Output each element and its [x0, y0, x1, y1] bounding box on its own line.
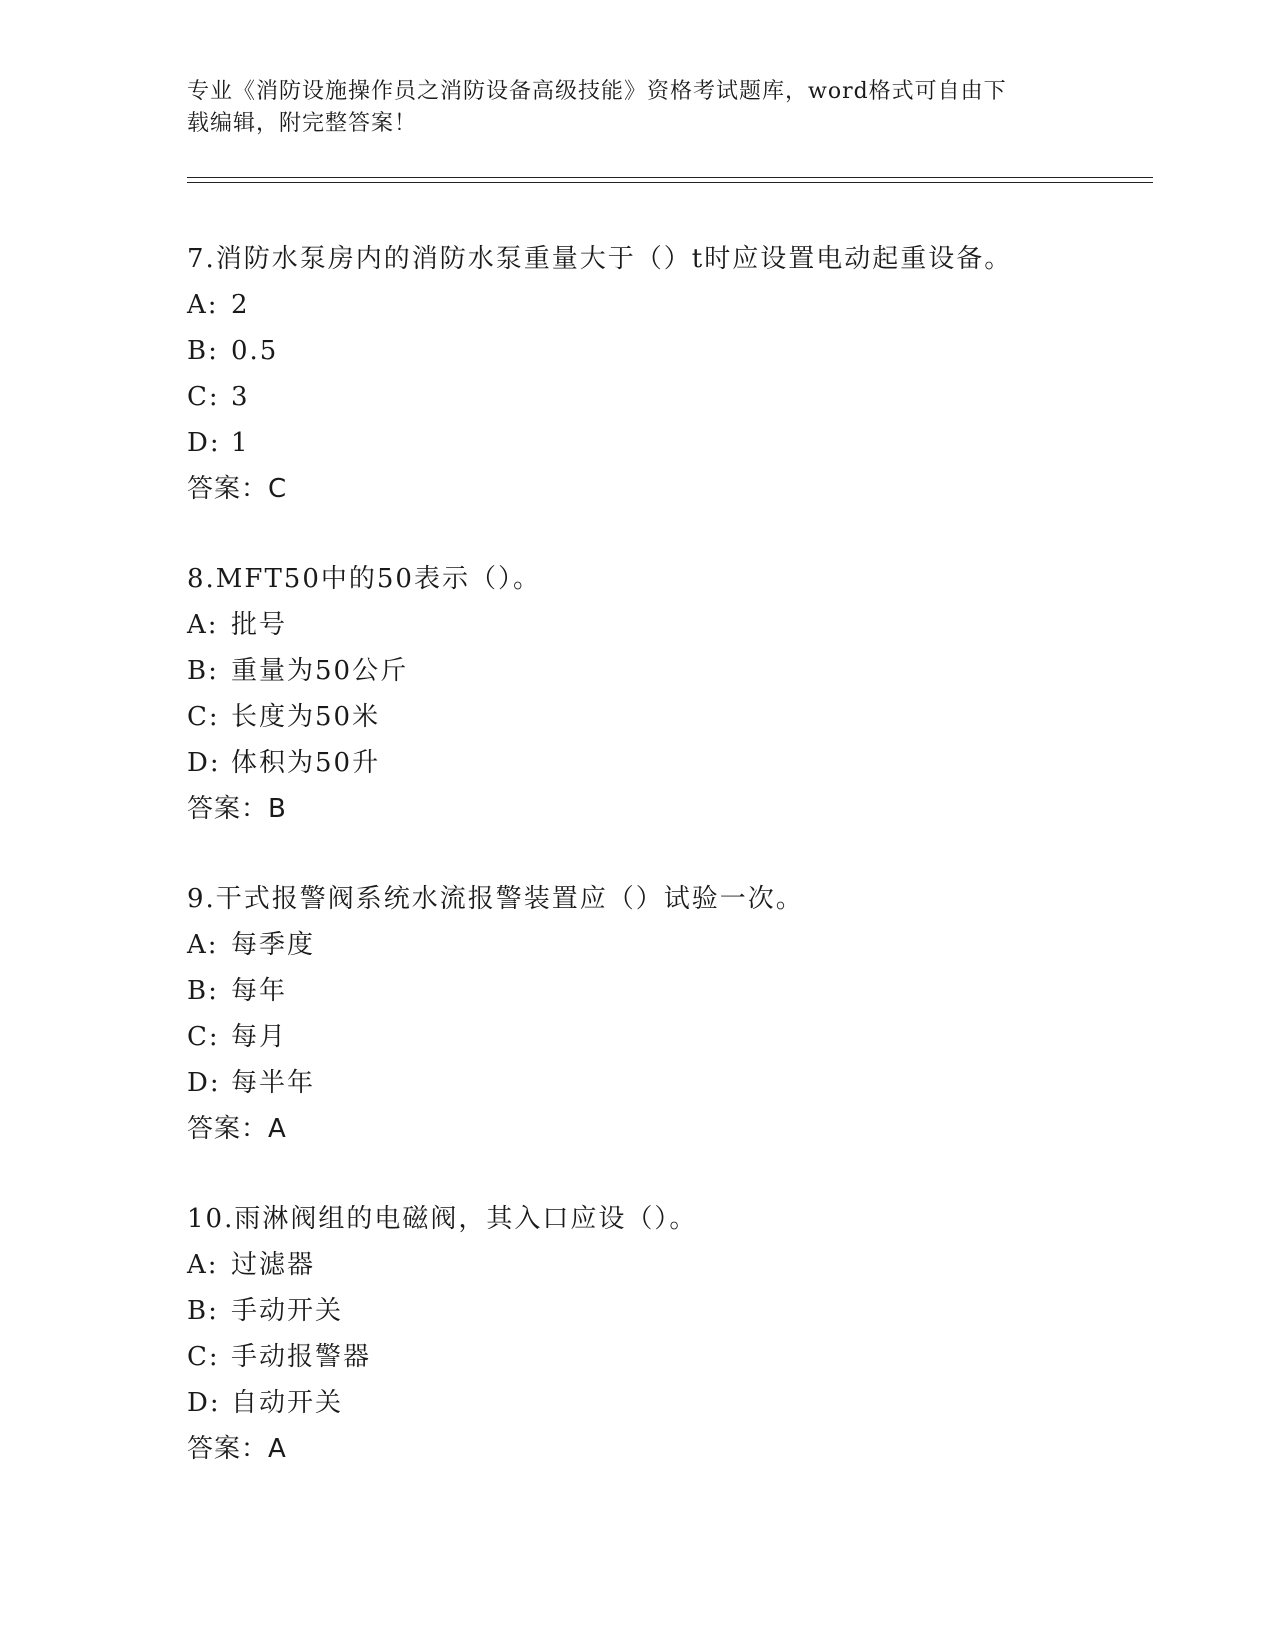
header-divider-bottom: [187, 182, 1153, 183]
option-key: C:: [187, 382, 220, 412]
question-text: 9.干式报警阀系统水流报警装置应（）试验一次。: [187, 884, 804, 914]
option-value: 批号: [231, 610, 288, 640]
option-b: [187, 1288, 1147, 1334]
option-b: [187, 328, 1147, 374]
option-value: 每月: [231, 1022, 288, 1052]
option-c: [187, 1014, 1147, 1060]
option-value: 1: [231, 428, 250, 458]
option-value: 3: [231, 382, 250, 412]
question-text: 7.消防水泵房内的消防水泵重量大于（）t时应设置电动起重设备。: [187, 244, 1013, 274]
question-text: 10.雨淋阀组的电磁阀，其入口应设（）。: [187, 1204, 698, 1234]
question-item: [187, 876, 1147, 1196]
option-c: [187, 374, 1147, 420]
option-value: 0.5: [231, 336, 279, 366]
option-value: 自动开关: [231, 1388, 344, 1418]
option-value: 2: [231, 290, 250, 320]
question-list: [187, 236, 1147, 1516]
option-b: [187, 968, 1147, 1014]
option-c: [187, 694, 1147, 740]
option-value: 手动开关: [231, 1296, 344, 1326]
header-line-1: 专业《消防设施操作员之消防设备高级技能》资格考试题库，word格式可自由下: [187, 79, 1007, 104]
option-key: B:: [187, 976, 219, 1006]
option-value: 手动报警器: [231, 1342, 372, 1372]
option-value: 过滤器: [231, 1250, 316, 1280]
question-text: 8.MFT50中的50表示（）。: [187, 564, 541, 594]
option-b: [187, 648, 1147, 694]
answer-line: 答案：B: [187, 794, 287, 824]
option-key: B:: [187, 656, 219, 686]
question-item: [187, 556, 1147, 876]
option-a: [187, 602, 1147, 648]
option-key: A:: [187, 610, 219, 640]
option-key: B:: [187, 336, 219, 366]
option-value: 每季度: [231, 930, 316, 960]
option-key: B:: [187, 1296, 219, 1326]
option-key: C:: [187, 1022, 220, 1052]
option-c: [187, 1334, 1147, 1380]
option-a: [187, 282, 1147, 328]
option-d: [187, 420, 1147, 466]
question-item: [187, 1196, 1147, 1516]
option-d: [187, 740, 1147, 786]
option-key: A:: [187, 290, 219, 320]
document-header: [187, 76, 1067, 140]
option-key: A:: [187, 1250, 219, 1280]
option-d: [187, 1060, 1147, 1106]
question-item: [187, 236, 1147, 556]
option-key: A:: [187, 930, 219, 960]
header-line-2: 载编辑，附完整答案！: [187, 111, 418, 136]
option-value: 体积为50升: [231, 748, 381, 778]
option-a: [187, 1242, 1147, 1288]
option-key: D:: [187, 1388, 221, 1418]
option-key: D:: [187, 1068, 221, 1098]
option-d: [187, 1380, 1147, 1426]
option-key: D:: [187, 428, 221, 458]
header-divider-top: [187, 177, 1153, 178]
option-key: D:: [187, 748, 221, 778]
option-value: 每半年: [231, 1068, 316, 1098]
answer-line: 答案：A: [187, 1114, 287, 1144]
option-key: C:: [187, 702, 220, 732]
answer-line: 答案：C: [187, 474, 288, 504]
option-value: 每年: [231, 976, 288, 1006]
option-value: 重量为50公斤: [231, 656, 409, 686]
answer-line: 答案：A: [187, 1434, 287, 1464]
option-a: [187, 922, 1147, 968]
option-key: C:: [187, 1342, 220, 1372]
option-value: 长度为50米: [231, 702, 381, 732]
